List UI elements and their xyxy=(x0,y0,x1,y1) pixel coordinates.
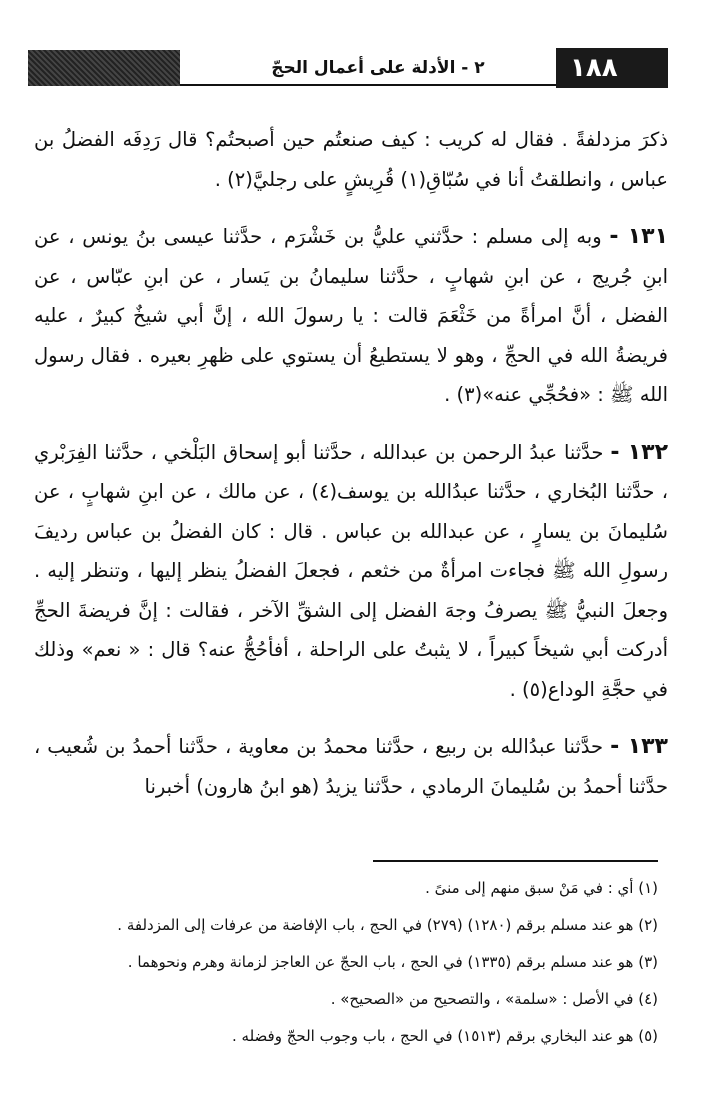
paragraph xyxy=(34,120,668,199)
footnote: (٤) في الأصل : «سلمة» ، والتصحيح من «الصحيح» . xyxy=(330,990,658,1008)
running-title: ٢ - الأدلة على أعمال الحجّ xyxy=(271,58,485,78)
page-number: ١٨٨ xyxy=(556,48,668,88)
paragraph-text: وبه إلى مسلم : حدَّثني عليُّ بن خَشْرَم ، حدَّثنا عيسى بنُ يونس ، عن ابنِ جُريج ، عن ابنِ شهابٍ ، حدَّثنا سليمانُ بن يَسار ، عن ابنِ عبّاس ، عن الفضل ، أنَّ امرأةً من خَثْعَمَ قالت : يا رسولَ الله ، إنَّ أبي شيخٌ كبيرٌ ، عليه فريضةُ الله في الحجِّ ، وهو لا يستطيعُ أن يستوي على ظهرِ بعيره . فقال رسول الله ﷺ : «فحُجِّي عنه»(٣) . xyxy=(34,225,668,406)
hadith-number: ١٣١ - xyxy=(609,224,669,249)
hadith-number: ١٣٣ - xyxy=(610,734,668,759)
footnote: (٣) هو عند مسلم برقم (١٣٣٥) في الحج ، باب الحجّ عن العاجز لزمانة وهرم ونحوهما . xyxy=(127,953,658,971)
paragraph-text: ذكرَ مزدلفةً . فقال له كريب : كيف صنعتُم حين أصبحتُم؟ قال رَدِفَه الفضلُ بن عباس ، وانطلقتُ أنا في سُبّاقِ(١) قُرِيشٍ على رجليَّ(٢) . xyxy=(34,128,668,191)
paragraph-text: حدَّثنا عبدُ الرحمن بن عبدالله ، حدَّثنا أبو إسحاق البَلْخي ، حدَّثنا الفِرَبْري ، حدَّثنا البُخاري ، حدَّثنا عبدُالله بن يوسف(٤) ، عن مالك ، عن ابنِ شهابٍ ، عن سُليمانَ بن يسارٍ ، عن عبدالله بن عباس . قال : كان الفضلُ بن عباس رديفَ رسولِ الله ﷺ فجاءت امرأةٌ من خثعم ، فجعلَ الفضلُ ينظر إليها ، وتنظر إليه . وجعلَ النبيُّ ﷺ يصرفُ وجهَ الفضل إلى الشقِّ الآخر ، فقالت : إنَّ فريضةَ الحجِّ أدركت أبي شيخاً كبيراً ، لا يثبتُ على الراحلة ، أفأحُجُّ عنه؟ قال : « نعم» وذلك في حجَّةِ الوداع(٥) . xyxy=(34,440,668,701)
footnote: (١) أي : في مَنْ سبق منهم إلى منىً . xyxy=(425,879,658,897)
header-rule xyxy=(180,84,556,86)
paragraph-text: حدَّثنا عبدُالله بن ربيع ، حدَّثنا محمدُ بن معاوية ، حدَّثنا أحمدُ بن شُعيب ، حدَّثنا أحمدُ بن سُليمانَ الرمادي ، حدَّثنا يزيدُ (هو ابنُ هارون) أخبرنا xyxy=(34,735,668,798)
paragraph xyxy=(34,727,668,806)
footnotes xyxy=(38,870,658,1055)
paragraph xyxy=(34,217,668,415)
hadith-number: ١٣٢ - xyxy=(610,439,669,465)
footnote-separator xyxy=(373,860,658,862)
page-header xyxy=(28,44,668,92)
main-text xyxy=(34,120,668,824)
paragraph xyxy=(34,433,668,710)
footnote: (٢) هو عند مسلم برقم (١٢٨٠) (٢٧٩) في الحج ، باب الإفاضة من عرفات إلى المزدلفة . xyxy=(117,916,658,934)
header-decorative-block xyxy=(28,50,180,86)
footnote: (٥) هو عند البخاري برقم (١٥١٣) في الحج ، باب وجوب الحجّ وفضله . xyxy=(232,1027,658,1045)
